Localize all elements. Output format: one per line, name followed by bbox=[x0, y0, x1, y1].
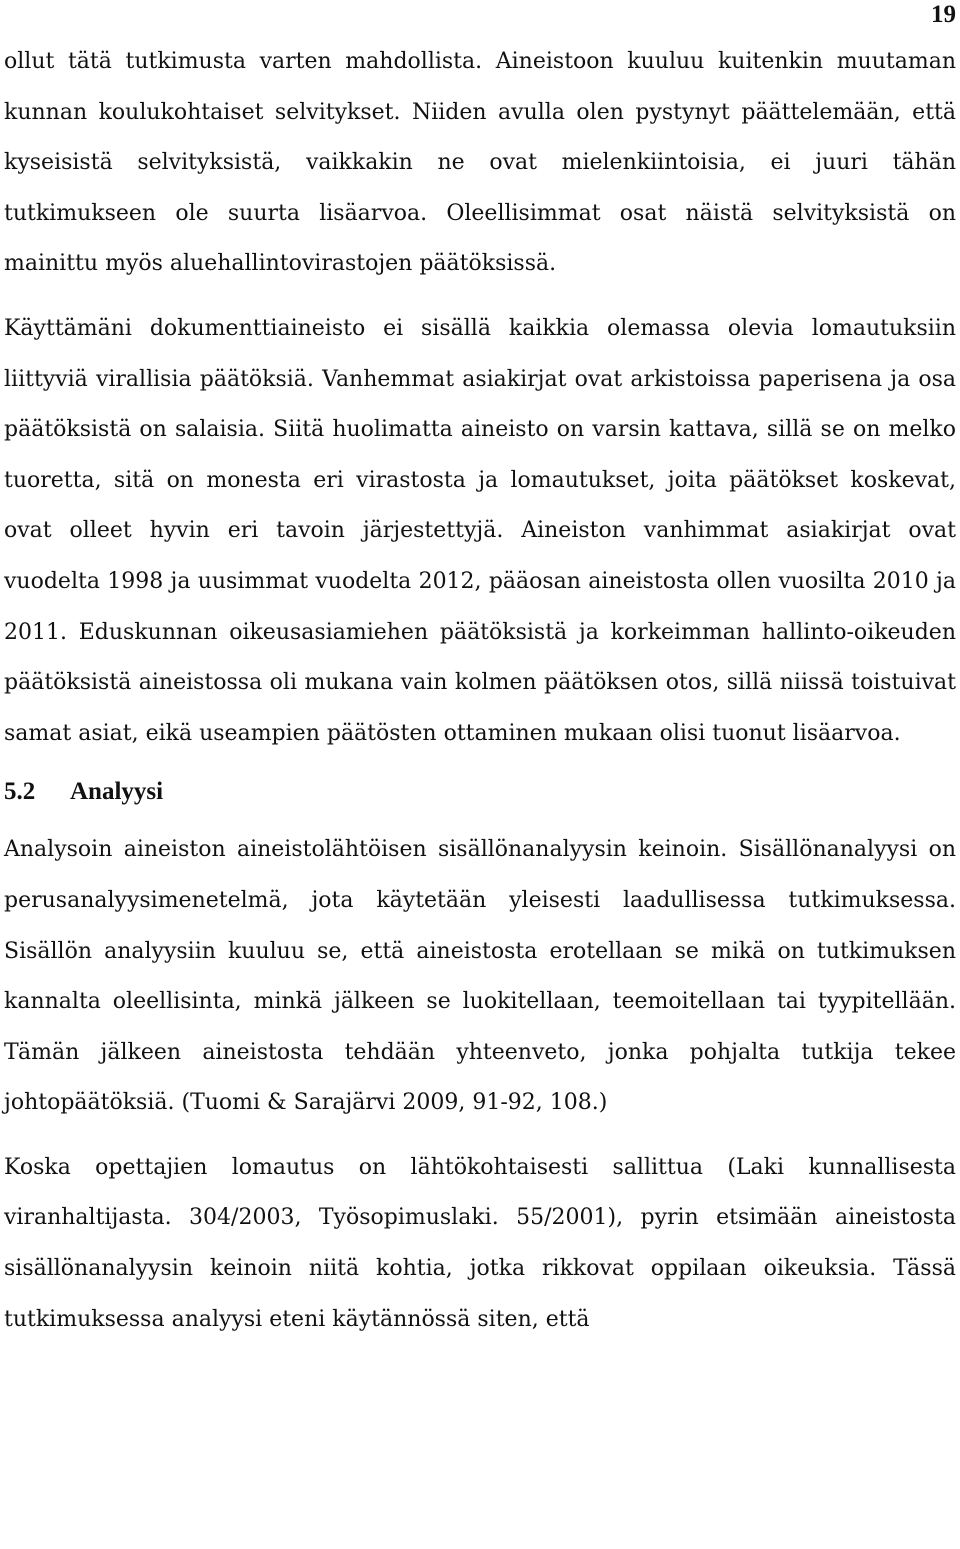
page-number: 19 bbox=[931, 1, 956, 28]
paragraph-1: ollut tätä tutkimusta varten mahdollista. Aineistoon kuuluu kuitenkin muutaman kunnan koulukohtaiset selvitykset. Niiden avulla olen pystynyt päättelemään, että kyseisistä selvityksistä, vaikkakin ne ovat mielenkiintoisia, ei juuri tähän tutkimukseen ole suurta lisäarvoa. Oleellisimmat osat näistä selvityksistä on mainittu myös aluehallintovirastojen päätöksissä. bbox=[4, 49, 956, 277]
paragraph-4: Koska opettajien lomautus on lähtökohtaisesti sallittua (Laki kunnallisesta viranhaltijasta. 304/2003, Työsopimuslaki. 55/2001), pyrin etsimään aineistosta sisällönanalyysin keinoin niitä kohtia, jotka rikkovat oppilaan oikeuksia. Tässä tutkimuksessa analyysi eteni käytännössä siten, että bbox=[4, 1154, 956, 1332]
document-body bbox=[4, 37, 956, 1345]
section-title: Analyysi bbox=[70, 778, 164, 806]
paragraph-3: Analysoin aineiston aineistolähtöisen sisällönanalyysin keinoin. Sisällönanalyysi on perusanalyysimenetelmä, jota käytetään yleisesti laadullisessa tutkimuksessa. Sisällön analyysiin kuuluu se, että aineistosta erotellaan se mikä on tutkimuksen kannalta oleellisinta, minkä jälkeen se luokitellaan, teemoitellaan tai tyypitellään. Tämän jälkeen aineistosta tehdään yhteenveto, jonka pohjalta tutkija tekee johtopäätöksiä. (Tuomi & Sarajärvi 2009, 91-92, 108.) bbox=[4, 837, 956, 1116]
section-heading bbox=[4, 771, 956, 813]
section-number: 5.2 bbox=[4, 778, 36, 806]
paragraph-2: Käyttämäni dokumenttiaineisto ei sisällä kaikkia olemassa olevia lomautuksiin liittyviä virallisia päätöksiä. Vanhemmat asiakirjat ovat arkistoissa paperisena ja osa päätöksistä on salaisia. Siitä huolimatta aineisto on varsin kattava, sillä se on melko tuoretta, sitä on monesta eri virastosta ja lomautukset, joita päätökset koskevat, ovat olleet hyvin eri tavoin järjestettyjä. Aineiston vanhimmat asiakirjat ovat vuodelta 1998 ja uusimmat vuodelta 2012, pääosan aineistosta ollen vuosilta 2010 ja 2011. Eduskunnan oikeusasiamiehen päätöksistä ja korkeimman hallinto-oikeuden päätöksistä aineistossa oli mukana vain kolmen päätöksen otos, sillä niissä toistuivat samat asiat, eikä useampien päätösten ottaminen mukaan olisi tuonut lisäarvoa. bbox=[4, 315, 956, 746]
